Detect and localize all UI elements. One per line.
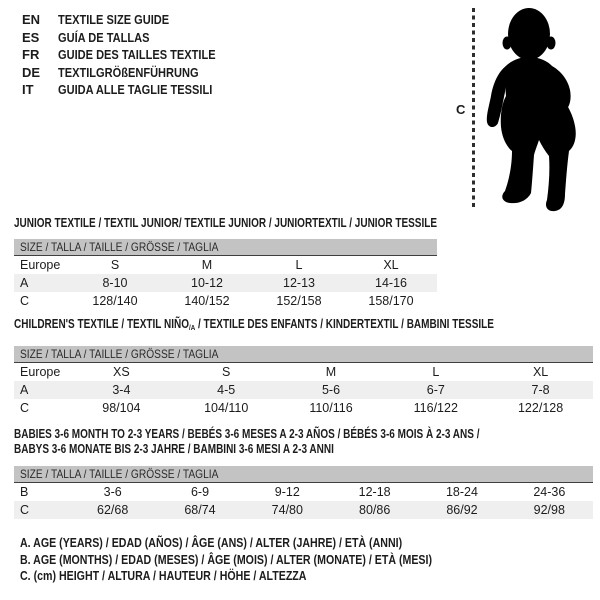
list-item <box>22 46 243 64</box>
cell: 6-9 <box>190 485 210 499</box>
cell: 7-8 <box>531 383 550 397</box>
cell: 10-12 <box>191 276 223 290</box>
list-item <box>22 29 243 47</box>
table-row <box>14 274 437 292</box>
cell: S <box>222 365 231 379</box>
language-title: GUIDA ALLE TAGLIE TESSILI <box>58 82 213 98</box>
size-band: SIZE / TALLA / TAILLE / GRÖSSE / TAGLIA <box>14 466 593 483</box>
size-band: SIZE / TALLA / TAILLE / GRÖSSE / TAGLIA <box>14 239 437 256</box>
table-row <box>14 256 437 274</box>
language-code: IT <box>22 82 34 98</box>
table-row <box>14 292 437 310</box>
cell: 3-4 <box>112 383 131 397</box>
row-label: Europe <box>20 258 61 272</box>
cell: S <box>110 258 120 272</box>
cell: 122/128 <box>517 401 564 415</box>
language-title: TEXTILGRÖßENFÜHRUNG <box>58 64 199 80</box>
table-row <box>14 381 593 399</box>
cell: 80/86 <box>359 503 391 517</box>
height-marker-label: C <box>456 102 466 117</box>
cell: M <box>325 365 337 379</box>
language-code: FR <box>22 47 40 63</box>
language-title-list <box>22 11 243 99</box>
cell: 62/68 <box>97 503 129 517</box>
language-code: ES <box>22 29 40 45</box>
list-item <box>22 81 243 99</box>
row-label: Europe <box>20 365 61 379</box>
table-row <box>14 399 593 417</box>
cell: 4-5 <box>217 383 236 397</box>
cell: 6-7 <box>426 383 445 397</box>
babies-table-title: BABIES 3-6 MONTH TO 2-3 YEARS / BEBÉS 3-6 MESES A 2-3 AÑOS / BÉBÉS 3-6 MOIS À 2-3 ANS / BABYS 3-6 MONATE BIS 2-3 JAHRE / BAMBINI 3-6 MESI A 2-3 ANNI <box>14 427 480 456</box>
subscript: /A <box>188 323 196 332</box>
cell: 98/104 <box>102 401 141 415</box>
row-label: C <box>20 294 30 308</box>
cell: L <box>432 365 440 379</box>
cell: 12-18 <box>358 485 391 499</box>
cell: XS <box>113 365 130 379</box>
legend-line-c: C. (cm) HEIGHT / ALTURA / HAUTEUR / HÖHE / ALTEZZA <box>20 569 307 583</box>
cell: XL <box>383 258 399 272</box>
size-band: SIZE / TALLA / TAILLE / GRÖSSE / TAGLIA <box>14 346 593 363</box>
list-item <box>22 11 243 29</box>
row-label: C <box>20 503 30 517</box>
cell: 116/122 <box>413 401 458 415</box>
cell: L <box>295 258 303 272</box>
cell: 18-24 <box>445 485 478 499</box>
children-table-title: CHILDREN'S TEXTILE / TEXTIL NIÑO/A / TEXTILE DES ENFANTS / KINDERTEXTIL / BAMBINI TESSILE <box>14 317 494 332</box>
cell: 92/98 <box>533 503 565 517</box>
cell: 110/116 <box>309 401 353 415</box>
cell: 9-12 <box>274 485 300 499</box>
row-label: A <box>20 383 29 397</box>
table-row <box>14 363 593 381</box>
babies-size-table <box>14 466 593 519</box>
cell: 8-10 <box>102 276 128 290</box>
cell: 12-13 <box>283 276 315 290</box>
height-measure-dashed-line <box>472 8 475 208</box>
language-code: EN <box>22 12 41 28</box>
language-title: TEXTILE SIZE GUIDE <box>58 12 170 28</box>
legend-line-b: B. AGE (MONTHS) / EDAD (MESES) / ÂGE (MOIS) / ALTER (MONATE) / ETÀ (MESI) <box>20 552 433 567</box>
cell: XL <box>532 365 549 379</box>
table-row <box>14 483 593 501</box>
toddler-silhouette-icon <box>482 4 600 216</box>
cell: 74/80 <box>271 503 303 517</box>
list-item <box>22 64 243 82</box>
table-row <box>14 501 593 519</box>
cell: 3-6 <box>103 485 122 499</box>
language-title: GUIDE DES TAILLES TEXTILE <box>58 47 216 63</box>
row-label: A <box>20 276 29 290</box>
cell: 158/170 <box>368 294 414 308</box>
cell: 152/158 <box>276 294 322 308</box>
cell: 14-16 <box>375 276 407 290</box>
cell: 68/74 <box>184 503 216 517</box>
cell: 24-36 <box>533 485 566 499</box>
language-code: DE <box>22 64 41 80</box>
cell: 104/110 <box>204 401 249 415</box>
cell: 140/152 <box>184 294 230 308</box>
row-label: B <box>20 485 29 499</box>
legend-line-a: A. AGE (YEARS) / EDAD (AÑOS) / ÂGE (ANS) / ALTER (JAHRE) / ETÀ (ANNI) <box>20 536 403 550</box>
measurement-legend <box>20 536 505 586</box>
junior-table-title: JUNIOR TEXTILE / TEXTIL JUNIOR/ TEXTILE JUNIOR / JUNIORTEXTIL / JUNIOR TESSILE <box>14 216 438 230</box>
cell: 5-6 <box>321 383 341 397</box>
children-size-table <box>14 346 593 417</box>
cell: M <box>201 258 213 272</box>
junior-size-table <box>14 239 437 310</box>
language-title: GUÍA DE TALLAS <box>58 29 150 45</box>
row-label: C <box>20 401 30 415</box>
cell: 128/140 <box>92 294 138 308</box>
cell: 86/92 <box>446 503 478 517</box>
